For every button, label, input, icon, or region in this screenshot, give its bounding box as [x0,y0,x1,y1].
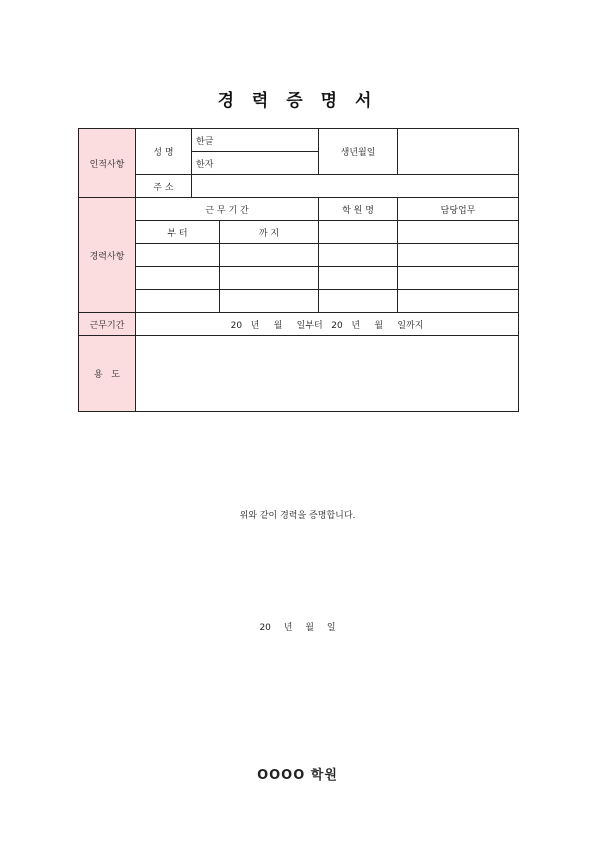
birthdate-field[interactable] [398,129,519,175]
from-cell[interactable] [136,267,220,290]
duty-cell[interactable] [398,290,519,313]
purpose-field[interactable] [136,336,519,412]
address-field[interactable] [192,175,519,198]
work-period-field[interactable]: 20 년 월 일부터 20 년 월 일까지 [136,313,519,336]
academy-header: 학 원 명 [319,198,398,221]
academy-name: OOOO 학원 [257,768,338,783]
from-cell[interactable] [136,290,220,313]
hanja-name-field[interactable] [192,152,319,175]
name-label: 성 명 [136,129,192,175]
hangul-name-field[interactable] [192,129,319,152]
academy-cell[interactable] [319,244,398,267]
period-header: 근 무 기 간 [136,198,319,221]
hanja-label: 한자 [196,159,214,170]
academy-cell[interactable] [319,221,398,244]
document-title: 경 력 증 명 서 [217,91,378,111]
hangul-label: 한글 [196,136,214,147]
career-certificate-table [78,128,519,412]
personal-section-label: 인적사항 [79,129,136,198]
work-period-label: 근무기간 [79,313,136,336]
duty-cell[interactable] [398,244,519,267]
to-cell[interactable] [220,244,319,267]
to-header: 까 지 [220,221,319,244]
career-section-label: 경력사항 [79,198,136,313]
certification-statement: 위와 같이 경력을 증명합니다. [239,511,356,521]
birthdate-label: 생년월일 [319,129,398,175]
issue-date: 20 년 월 일 [259,623,336,633]
to-cell[interactable] [220,267,319,290]
from-cell[interactable] [136,244,220,267]
academy-cell[interactable] [319,267,398,290]
duty-header: 담당업무 [398,198,519,221]
duty-cell[interactable] [398,267,519,290]
purpose-label: 용 도 [79,336,136,412]
to-cell[interactable] [220,290,319,313]
academy-cell[interactable] [319,290,398,313]
from-header: 부 터 [136,221,220,244]
address-label: 주 소 [136,175,192,198]
duty-cell[interactable] [398,221,519,244]
